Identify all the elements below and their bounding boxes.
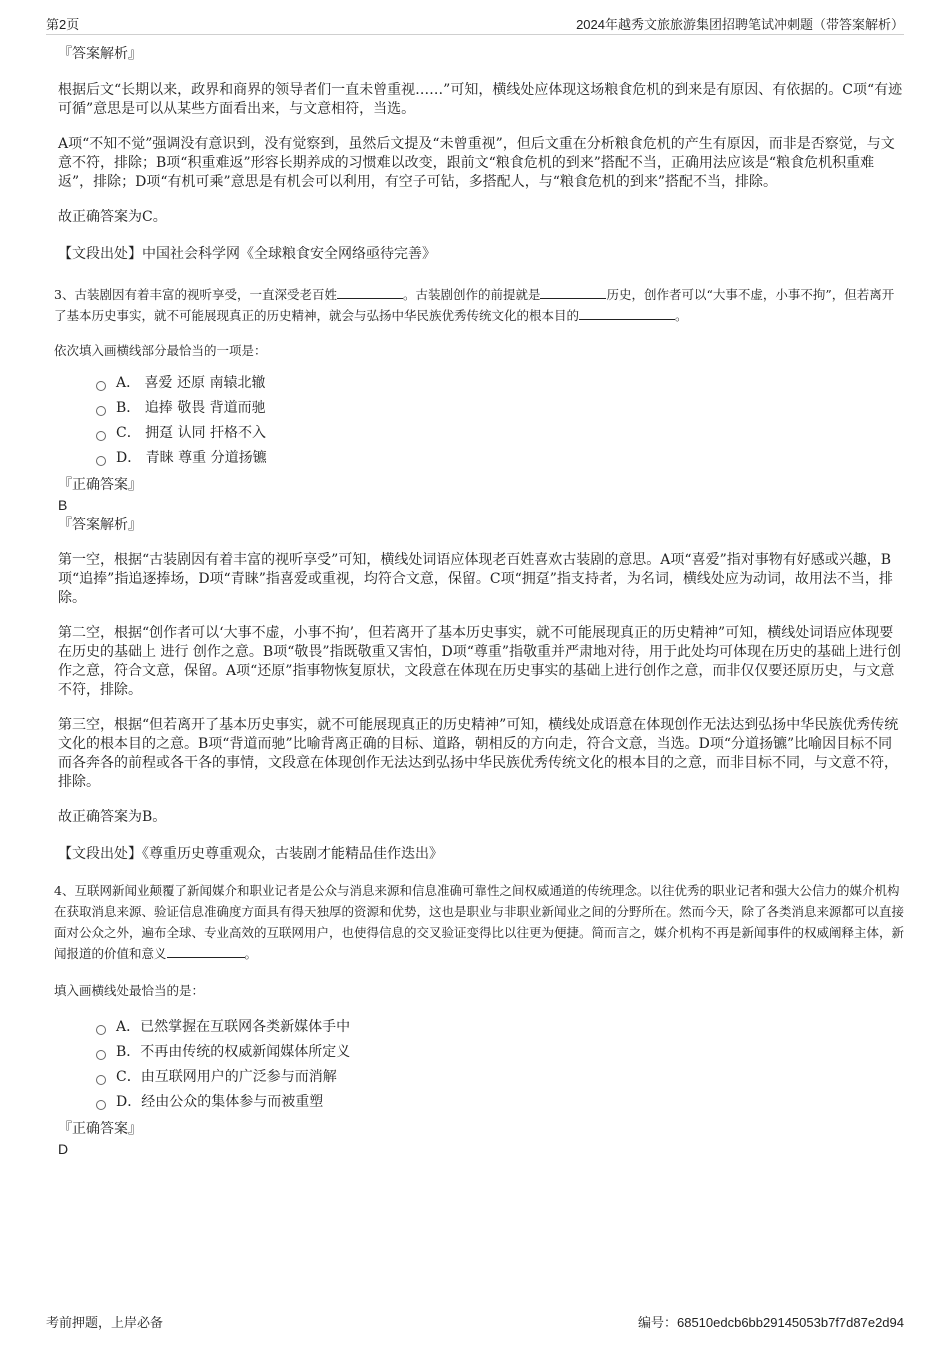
option-list bbox=[96, 371, 906, 471]
radio-icon[interactable] bbox=[96, 1100, 106, 1110]
radio-icon[interactable] bbox=[96, 1025, 106, 1035]
option-b[interactable]: B．不再由传统的权威新闻媒体所定义 bbox=[96, 1040, 906, 1065]
page-content bbox=[54, 44, 906, 1159]
option-a[interactable]: A．已然掌握在互联网各类新媒体手中 bbox=[96, 1015, 906, 1040]
analysis-paragraph: 第二空，根据“创作者可以‘大事不虚，小事不拘’，但若离开了基本历史事实，就不可能展现真正的历史精神”可知，横线处词语应体现要在历史的基础上 进行 创作之意。B项“敬畏”指既敬重又害怕，D项“尊重”指敬重并严肃地对待，用于此处均可体现在历史的基础上进行创作之意，符合文意，保留。A项“还原”指事物恢复原状，文段意在体现在历史事实的基础上进行创作之意，而非仅仅要还原历史，与文意不符，排除。 bbox=[58, 625, 902, 698]
question-prompt: 依次填入画横线部分最恰当的一项是： bbox=[54, 343, 267, 358]
analysis-label: 『答案解析』 bbox=[58, 46, 142, 62]
radio-icon[interactable] bbox=[96, 381, 106, 391]
page-header bbox=[46, 12, 904, 35]
radio-icon[interactable] bbox=[96, 1050, 106, 1060]
radio-icon[interactable] bbox=[96, 1075, 106, 1085]
conclusion-text: 故正确答案为C。 bbox=[58, 209, 167, 225]
document-code: 编号：68510edcb6bb29145053b7f7d87e2d94 bbox=[637, 1315, 904, 1330]
question-stem: 4、互联网新闻业颠覆了新闻媒介和职业记者是公众与消息来源和信息准确可靠性之间权威通道的传统理念。以往优秀的职业记者和强大公信力的媒介机构在获取消息来源、验证信息准确度方面具有得天独厚的资源和优势，这也是职业与非职业新闻业之间的分野所在。然而今天，除了各类消息来源都可以直接面对公众之外，遍布全球、专业高效的互联网用户，也使得信息的交叉验证变得比以往更为便捷。简而言之，媒介机构不再是新闻事件的权威阐释主体，新闻报道的价值和意义 。 bbox=[54, 883, 905, 961]
source-text: 【文段出处】《尊重历史尊重观众，古装剧才能精品佳作迭出》 bbox=[58, 846, 443, 862]
conclusion-text: 故正确答案为B。 bbox=[58, 809, 167, 825]
radio-icon[interactable] bbox=[96, 456, 106, 466]
blank-line bbox=[167, 944, 245, 958]
page-footer bbox=[46, 1312, 904, 1332]
analysis-label: 『答案解析』 bbox=[58, 517, 142, 533]
analysis-paragraph: 根据后文“长期以来，政界和商界的领导者们一直未曾重视……”可知，横线处应体现这场粮食危机的到来是有原因、有依据的。C项“有迹可循”意思是可以从某些方面看出来，与文意相符，当选。 bbox=[58, 82, 903, 117]
blank-line bbox=[540, 285, 606, 299]
analysis-paragraph: 第三空，根据“但若离开了基本历史事实，就不可能展现真正的历史精神”可知，横线处成语意在体现创作无法达到弘扬中华民族优秀传统文化的根本目的之意。B项“背道而驰”比喻背离正确的目标、道路，朝相反的方向走，符合文意，当选。D项“分道扬镳”比喻因目标不同而各奔各的前程或各干各的事情，文段意在体现创作无法达到弘扬中华民族优秀传统文化的根本目的之意，而非目标不同，与文意不符，排除。 bbox=[58, 717, 899, 790]
radio-icon[interactable] bbox=[96, 406, 106, 416]
source-text: 【文段出处】中国社会科学网《全球粮食安全网络亟待完善》 bbox=[58, 246, 436, 262]
footer-slogan: 考前押题，上岸必备 bbox=[46, 1315, 164, 1330]
question-stem: 3、古装剧因有着丰富的视听享受，一直深受老百姓 。古装剧创作的前提就是 历史，创作者可以“大事不虚，小事不拘”，但若离开了基本历史事实，就不可能展现真正的历史精神，就会与弘扬中华民族优秀传统文化的根本目的 。 bbox=[54, 287, 895, 323]
option-list bbox=[96, 1015, 906, 1115]
analysis-paragraph: A项“不知不觉”强调没有意识到，没有觉察到，虽然后文提及“未曾重视”，但后文重在分析粮食危机的产生有原因，而非是否察觉，与文意不符，排除；B项“积重难返”形容长期养成的习惯难以改变，跟前文“粮食危机的到来”搭配不当，正确用法应该是“粮食危机积重难返”，排除；D项“有机可乘”意思是有机会可以利用，有空子可钻，多搭配人，与“粮食危机的到来”搭配不当，排除。 bbox=[58, 136, 895, 190]
answer-label: 『正确答案』 bbox=[58, 477, 142, 493]
question-prompt: 填入画横线处最恰当的是： bbox=[54, 983, 205, 998]
option-d[interactable]: D．经由公众的集体参与而被重塑 bbox=[96, 1090, 906, 1115]
answer-label: 『正确答案』 bbox=[58, 1121, 142, 1137]
option-a[interactable]: A． 喜爱 还原 南辕北辙 bbox=[96, 371, 906, 396]
blank-line bbox=[579, 306, 675, 320]
page-number: 第2页 bbox=[46, 17, 80, 32]
correct-answer: D bbox=[58, 1141, 69, 1157]
document-title: 2024年越秀文旅旅游集团招聘笔试冲刺题（带答案解析） bbox=[576, 17, 904, 32]
analysis-paragraph: 第一空，根据“古装剧因有着丰富的视听享受”可知，横线处词语应体现老百姓喜欢古装剧的意思。A项“喜爱”指对事物有好感或兴趣，B项“追捧”指追逐捧场，D项“青睐”指喜爱或重视，均符合文意，保留。C项“拥趸”指支持者，为名词，横线处应为动词，故用法不当，排除。 bbox=[58, 552, 893, 606]
option-d[interactable]: D． 青睐 尊重 分道扬镳 bbox=[96, 446, 906, 471]
correct-answer: B bbox=[58, 497, 68, 513]
option-b[interactable]: B． 追捧 敬畏 背道而驰 bbox=[96, 396, 906, 421]
radio-icon[interactable] bbox=[96, 431, 106, 441]
option-c[interactable]: C．由互联网用户的广泛参与而消解 bbox=[96, 1065, 906, 1090]
blank-line bbox=[337, 285, 403, 299]
option-c[interactable]: C． 拥趸 认同 扞格不入 bbox=[96, 421, 906, 446]
